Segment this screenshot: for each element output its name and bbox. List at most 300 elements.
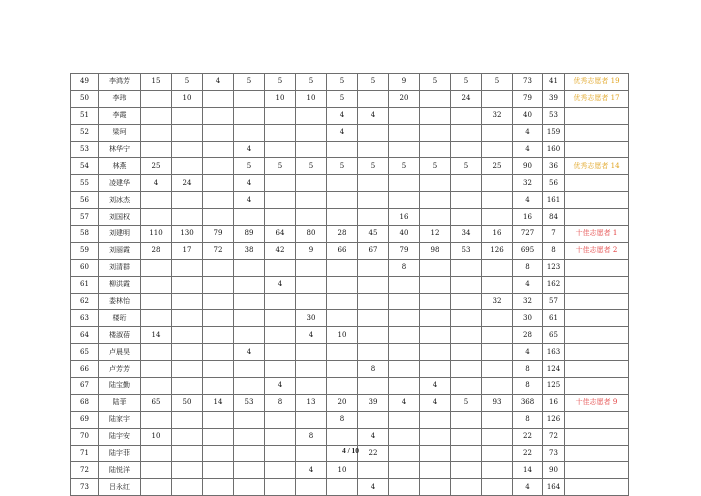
award-note bbox=[565, 327, 629, 344]
hours-cell: 5 bbox=[358, 158, 389, 175]
row-index: 68 bbox=[71, 394, 99, 411]
hours-cell bbox=[203, 361, 234, 378]
hours-cell bbox=[482, 175, 513, 192]
award-note bbox=[565, 462, 629, 479]
hours-cell bbox=[265, 344, 296, 361]
hours-cell bbox=[203, 192, 234, 209]
volunteer-name: 刘丽霞 bbox=[99, 242, 141, 259]
hours-cell bbox=[420, 327, 451, 344]
rank: 124 bbox=[543, 361, 565, 378]
rank: 159 bbox=[543, 124, 565, 141]
hours-cell bbox=[482, 344, 513, 361]
award-note: 优秀志愿者 17 bbox=[565, 90, 629, 107]
hours-cell: 8 bbox=[265, 394, 296, 411]
hours-cell bbox=[265, 293, 296, 310]
hours-cell bbox=[451, 175, 482, 192]
row-index: 61 bbox=[71, 276, 99, 293]
hours-cell bbox=[296, 192, 327, 209]
hours-cell: 5 bbox=[327, 90, 358, 107]
hours-cell bbox=[203, 158, 234, 175]
hours-cell: 28 bbox=[327, 226, 358, 243]
hours-cell bbox=[172, 378, 203, 395]
hours-cell bbox=[296, 259, 327, 276]
hours-cell: 4 bbox=[420, 378, 451, 395]
row-index: 49 bbox=[71, 74, 99, 91]
hours-cell bbox=[296, 175, 327, 192]
hours-cell: 4 bbox=[296, 462, 327, 479]
hours-cell bbox=[420, 344, 451, 361]
hours-cell: 4 bbox=[234, 344, 265, 361]
hours-cell bbox=[203, 124, 234, 141]
table-row bbox=[71, 192, 629, 209]
hours-cell bbox=[141, 107, 172, 124]
rank: 160 bbox=[543, 141, 565, 158]
hours-cell bbox=[296, 124, 327, 141]
volunteer-name: 楼淑蓓 bbox=[99, 327, 141, 344]
hours-cell bbox=[296, 107, 327, 124]
volunteer-name: 吕永红 bbox=[99, 479, 141, 496]
total-hours: 79 bbox=[513, 90, 543, 107]
hours-cell: 25 bbox=[482, 158, 513, 175]
award-note bbox=[565, 310, 629, 327]
hours-cell: 66 bbox=[327, 242, 358, 259]
hours-cell: 67 bbox=[358, 242, 389, 259]
total-hours: 4 bbox=[513, 141, 543, 158]
hours-cell bbox=[296, 344, 327, 361]
award-note bbox=[565, 259, 629, 276]
hours-cell: 40 bbox=[389, 226, 420, 243]
hours-cell bbox=[172, 361, 203, 378]
hours-cell bbox=[234, 124, 265, 141]
hours-cell: 25 bbox=[141, 158, 172, 175]
hours-cell bbox=[451, 378, 482, 395]
hours-cell bbox=[389, 411, 420, 428]
total-hours: 40 bbox=[513, 107, 543, 124]
hours-cell: 4 bbox=[234, 141, 265, 158]
hours-cell: 16 bbox=[389, 209, 420, 226]
table-row bbox=[71, 242, 629, 259]
total-hours: 30 bbox=[513, 310, 543, 327]
hours-cell bbox=[482, 259, 513, 276]
hours-cell bbox=[172, 276, 203, 293]
row-index: 53 bbox=[71, 141, 99, 158]
hours-cell: 110 bbox=[141, 226, 172, 243]
hours-cell bbox=[327, 378, 358, 395]
hours-cell bbox=[482, 327, 513, 344]
hours-cell bbox=[234, 276, 265, 293]
volunteer-name: 林燕 bbox=[99, 158, 141, 175]
hours-cell bbox=[141, 479, 172, 496]
rank: 16 bbox=[543, 394, 565, 411]
hours-cell bbox=[234, 411, 265, 428]
row-index: 54 bbox=[71, 158, 99, 175]
hours-cell bbox=[172, 141, 203, 158]
hours-cell: 34 bbox=[451, 226, 482, 243]
hours-cell bbox=[358, 175, 389, 192]
hours-cell bbox=[358, 310, 389, 327]
table-body bbox=[71, 74, 629, 496]
hours-cell: 5 bbox=[451, 74, 482, 91]
rank: 123 bbox=[543, 259, 565, 276]
hours-cell: 89 bbox=[234, 226, 265, 243]
award-note: 优秀志愿者 19 bbox=[565, 74, 629, 91]
award-note: 十佳志愿者 9 bbox=[565, 394, 629, 411]
hours-cell bbox=[296, 293, 327, 310]
hours-cell bbox=[172, 327, 203, 344]
hours-cell: 38 bbox=[234, 242, 265, 259]
table-row bbox=[71, 226, 629, 243]
volunteer-name: 刘建明 bbox=[99, 226, 141, 243]
hours-cell: 20 bbox=[327, 394, 358, 411]
hours-cell bbox=[203, 259, 234, 276]
table-row bbox=[71, 344, 629, 361]
hours-cell: 12 bbox=[420, 226, 451, 243]
hours-cell: 4 bbox=[234, 175, 265, 192]
hours-cell bbox=[389, 192, 420, 209]
row-index: 65 bbox=[71, 344, 99, 361]
hours-cell bbox=[265, 192, 296, 209]
hours-cell bbox=[482, 411, 513, 428]
hours-cell bbox=[482, 90, 513, 107]
rank: 65 bbox=[543, 327, 565, 344]
hours-cell: 16 bbox=[482, 226, 513, 243]
hours-cell: 8 bbox=[296, 428, 327, 445]
hours-cell bbox=[265, 361, 296, 378]
hours-cell bbox=[172, 344, 203, 361]
hours-cell bbox=[482, 462, 513, 479]
hours-cell bbox=[482, 192, 513, 209]
hours-cell bbox=[234, 310, 265, 327]
hours-cell bbox=[389, 107, 420, 124]
hours-cell bbox=[141, 378, 172, 395]
hours-cell bbox=[327, 175, 358, 192]
rank: 72 bbox=[543, 428, 565, 445]
hours-cell: 20 bbox=[389, 90, 420, 107]
row-index: 56 bbox=[71, 192, 99, 209]
hours-cell bbox=[141, 344, 172, 361]
hours-cell: 5 bbox=[234, 74, 265, 91]
total-hours: 8 bbox=[513, 411, 543, 428]
volunteer-name: 陆家宇 bbox=[99, 411, 141, 428]
hours-cell: 4 bbox=[358, 479, 389, 496]
hours-cell: 50 bbox=[172, 394, 203, 411]
table-row bbox=[71, 394, 629, 411]
rank: 57 bbox=[543, 293, 565, 310]
hours-cell: 24 bbox=[451, 90, 482, 107]
rank: 126 bbox=[543, 411, 565, 428]
hours-cell bbox=[389, 327, 420, 344]
total-hours: 32 bbox=[513, 175, 543, 192]
hours-cell: 4 bbox=[420, 394, 451, 411]
hours-cell bbox=[420, 479, 451, 496]
hours-cell bbox=[358, 378, 389, 395]
hours-cell bbox=[141, 259, 172, 276]
hours-cell: 5 bbox=[451, 158, 482, 175]
total-hours: 368 bbox=[513, 394, 543, 411]
hours-cell bbox=[389, 462, 420, 479]
hours-cell: 15 bbox=[141, 74, 172, 91]
hours-cell bbox=[141, 124, 172, 141]
rank: 39 bbox=[543, 90, 565, 107]
hours-cell bbox=[203, 327, 234, 344]
hours-cell bbox=[265, 141, 296, 158]
hours-cell: 9 bbox=[296, 242, 327, 259]
table-row bbox=[71, 293, 629, 310]
hours-cell bbox=[327, 141, 358, 158]
hours-cell: 28 bbox=[141, 242, 172, 259]
hours-cell bbox=[420, 141, 451, 158]
hours-cell bbox=[172, 428, 203, 445]
hours-cell bbox=[327, 276, 358, 293]
table-row bbox=[71, 259, 629, 276]
award-note bbox=[565, 293, 629, 310]
table-row bbox=[71, 327, 629, 344]
hours-cell bbox=[141, 141, 172, 158]
hours-cell bbox=[451, 192, 482, 209]
hours-cell bbox=[265, 411, 296, 428]
hours-cell bbox=[389, 361, 420, 378]
hours-cell: 65 bbox=[141, 394, 172, 411]
hours-cell bbox=[420, 276, 451, 293]
table-row bbox=[71, 428, 629, 445]
hours-cell bbox=[389, 124, 420, 141]
hours-cell bbox=[389, 310, 420, 327]
volunteer-name: 陆宇安 bbox=[99, 428, 141, 445]
hours-cell: 5 bbox=[358, 74, 389, 91]
total-hours: 4 bbox=[513, 344, 543, 361]
hours-cell: 5 bbox=[389, 158, 420, 175]
hours-cell bbox=[451, 327, 482, 344]
row-index: 73 bbox=[71, 479, 99, 496]
hours-cell bbox=[389, 293, 420, 310]
row-index: 51 bbox=[71, 107, 99, 124]
hours-cell bbox=[358, 141, 389, 158]
award-note: 优秀志愿者 14 bbox=[565, 158, 629, 175]
hours-cell bbox=[389, 344, 420, 361]
hours-cell: 9 bbox=[389, 74, 420, 91]
hours-cell bbox=[420, 428, 451, 445]
hours-cell: 53 bbox=[234, 394, 265, 411]
rank: 8 bbox=[543, 242, 565, 259]
total-hours: 16 bbox=[513, 209, 543, 226]
total-hours: 695 bbox=[513, 242, 543, 259]
hours-cell bbox=[327, 259, 358, 276]
hours-cell bbox=[451, 344, 482, 361]
hours-cell: 10 bbox=[296, 90, 327, 107]
award-note bbox=[565, 344, 629, 361]
table-row bbox=[71, 124, 629, 141]
hours-cell: 17 bbox=[172, 242, 203, 259]
hours-cell bbox=[203, 175, 234, 192]
hours-cell bbox=[451, 124, 482, 141]
hours-cell bbox=[327, 293, 358, 310]
hours-cell bbox=[420, 209, 451, 226]
hours-cell bbox=[296, 209, 327, 226]
hours-cell: 22 bbox=[358, 445, 389, 462]
hours-cell bbox=[358, 90, 389, 107]
rank: 90 bbox=[543, 462, 565, 479]
volunteer-name: 李玮 bbox=[99, 90, 141, 107]
row-index: 66 bbox=[71, 361, 99, 378]
award-note bbox=[565, 175, 629, 192]
hours-cell: 5 bbox=[420, 158, 451, 175]
hours-cell bbox=[482, 209, 513, 226]
table-row bbox=[71, 378, 629, 395]
hours-cell bbox=[358, 411, 389, 428]
row-index: 52 bbox=[71, 124, 99, 141]
award-note bbox=[565, 209, 629, 226]
hours-cell bbox=[265, 259, 296, 276]
hours-cell bbox=[203, 209, 234, 226]
award-note bbox=[565, 411, 629, 428]
hours-cell: 14 bbox=[141, 327, 172, 344]
hours-cell: 4 bbox=[203, 74, 234, 91]
hours-cell bbox=[451, 276, 482, 293]
hours-cell bbox=[141, 462, 172, 479]
hours-cell bbox=[265, 479, 296, 496]
hours-cell bbox=[358, 209, 389, 226]
hours-cell bbox=[234, 378, 265, 395]
hours-cell: 79 bbox=[389, 242, 420, 259]
hours-cell: 5 bbox=[234, 158, 265, 175]
rank: 41 bbox=[543, 74, 565, 91]
rank: 7 bbox=[543, 226, 565, 243]
volunteer-name: 陆悦洋 bbox=[99, 462, 141, 479]
total-hours: 73 bbox=[513, 74, 543, 91]
hours-cell bbox=[482, 361, 513, 378]
total-hours: 727 bbox=[513, 226, 543, 243]
hours-cell bbox=[296, 378, 327, 395]
row-index: 59 bbox=[71, 242, 99, 259]
hours-cell bbox=[203, 344, 234, 361]
table-row bbox=[71, 361, 629, 378]
hours-cell bbox=[265, 124, 296, 141]
table-row bbox=[71, 74, 629, 91]
hours-cell bbox=[389, 175, 420, 192]
hours-cell bbox=[482, 310, 513, 327]
row-index: 71 bbox=[71, 445, 99, 462]
hours-cell bbox=[172, 107, 203, 124]
hours-cell: 10 bbox=[327, 462, 358, 479]
hours-cell bbox=[451, 479, 482, 496]
hours-cell: 5 bbox=[265, 74, 296, 91]
award-note: 十佳志愿者 2 bbox=[565, 242, 629, 259]
total-hours: 22 bbox=[513, 428, 543, 445]
hours-cell bbox=[172, 259, 203, 276]
rank: 162 bbox=[543, 276, 565, 293]
volunteer-name: 楼珩 bbox=[99, 310, 141, 327]
hours-cell bbox=[172, 158, 203, 175]
award-note bbox=[565, 276, 629, 293]
table-row bbox=[71, 462, 629, 479]
hours-cell: 8 bbox=[358, 361, 389, 378]
hours-cell: 4 bbox=[234, 192, 265, 209]
total-hours: 4 bbox=[513, 124, 543, 141]
hours-cell bbox=[203, 479, 234, 496]
hours-cell bbox=[327, 361, 358, 378]
hours-cell bbox=[451, 259, 482, 276]
hours-cell bbox=[327, 192, 358, 209]
table-row bbox=[71, 411, 629, 428]
hours-cell bbox=[265, 175, 296, 192]
hours-cell bbox=[203, 428, 234, 445]
hours-cell bbox=[203, 462, 234, 479]
hours-cell: 5 bbox=[296, 74, 327, 91]
hours-cell bbox=[296, 141, 327, 158]
hours-cell bbox=[234, 107, 265, 124]
total-hours: 8 bbox=[513, 378, 543, 395]
hours-cell bbox=[265, 310, 296, 327]
hours-cell bbox=[420, 411, 451, 428]
table-row bbox=[71, 479, 629, 496]
hours-cell: 42 bbox=[265, 242, 296, 259]
table-row bbox=[71, 90, 629, 107]
hours-cell bbox=[265, 462, 296, 479]
row-index: 67 bbox=[71, 378, 99, 395]
hours-cell bbox=[172, 479, 203, 496]
table-row bbox=[71, 158, 629, 175]
hours-cell: 5 bbox=[265, 158, 296, 175]
hours-cell bbox=[203, 107, 234, 124]
hours-cell bbox=[141, 209, 172, 226]
hours-cell bbox=[203, 411, 234, 428]
hours-cell: 10 bbox=[172, 90, 203, 107]
hours-cell: 4 bbox=[358, 428, 389, 445]
hours-cell bbox=[141, 293, 172, 310]
volunteer-name: 陆宝勤 bbox=[99, 378, 141, 395]
total-hours: 4 bbox=[513, 479, 543, 496]
award-note: 十佳志愿者 1 bbox=[565, 226, 629, 243]
hours-cell bbox=[296, 361, 327, 378]
hours-cell: 72 bbox=[203, 242, 234, 259]
hours-cell bbox=[482, 378, 513, 395]
hours-cell: 10 bbox=[141, 428, 172, 445]
hours-cell bbox=[265, 209, 296, 226]
hours-cell bbox=[141, 90, 172, 107]
award-note bbox=[565, 428, 629, 445]
hours-cell bbox=[234, 428, 265, 445]
hours-cell bbox=[451, 428, 482, 445]
hours-cell: 79 bbox=[203, 226, 234, 243]
hours-cell: 32 bbox=[482, 107, 513, 124]
hours-cell bbox=[420, 361, 451, 378]
hours-cell bbox=[234, 462, 265, 479]
total-hours: 28 bbox=[513, 327, 543, 344]
hours-cell bbox=[265, 107, 296, 124]
rank: 164 bbox=[543, 479, 565, 496]
hours-cell bbox=[482, 428, 513, 445]
volunteer-name: 卢晨昊 bbox=[99, 344, 141, 361]
hours-cell bbox=[420, 259, 451, 276]
hours-cell bbox=[234, 327, 265, 344]
volunteer-hours-table bbox=[70, 73, 629, 496]
row-index: 55 bbox=[71, 175, 99, 192]
award-note bbox=[565, 192, 629, 209]
hours-cell bbox=[141, 310, 172, 327]
hours-cell: 14 bbox=[203, 394, 234, 411]
hours-cell bbox=[451, 310, 482, 327]
volunteer-name: 刘国权 bbox=[99, 209, 141, 226]
table-row bbox=[71, 209, 629, 226]
hours-cell bbox=[451, 141, 482, 158]
table-row bbox=[71, 141, 629, 158]
rank: 125 bbox=[543, 378, 565, 395]
hours-cell: 4 bbox=[327, 124, 358, 141]
hours-cell bbox=[141, 192, 172, 209]
row-index: 63 bbox=[71, 310, 99, 327]
hours-cell bbox=[296, 276, 327, 293]
hours-cell: 39 bbox=[358, 394, 389, 411]
